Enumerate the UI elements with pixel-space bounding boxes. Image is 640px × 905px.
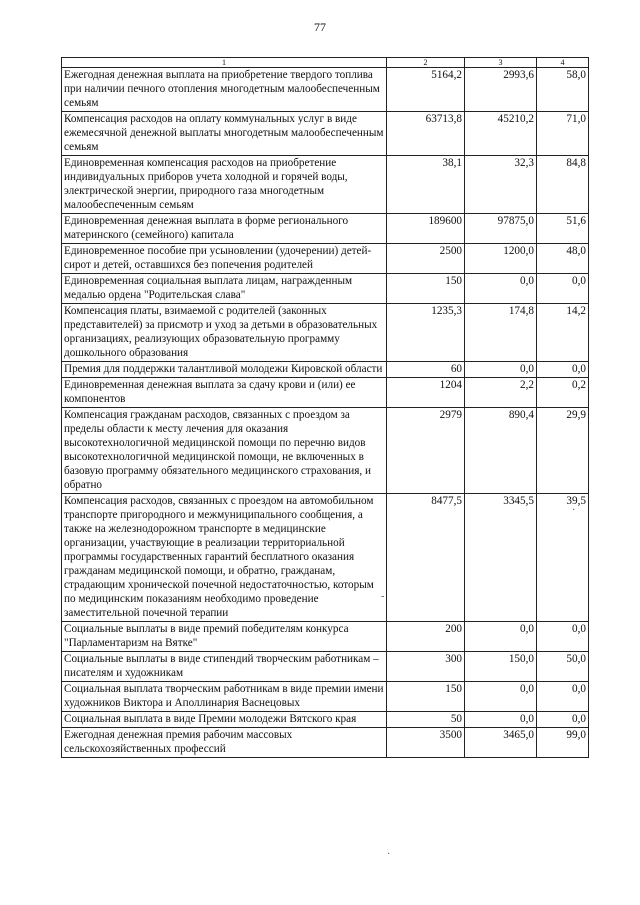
row-actual-value: 97875,0 bbox=[465, 214, 537, 244]
table-row bbox=[62, 214, 589, 244]
row-actual-value: 0,0 bbox=[465, 682, 537, 712]
row-percent-value: 99,0 bbox=[537, 728, 589, 758]
row-description: Компенсация гражданам расходов, связанных с проездом за пределы области к месту лечения для оказания высокотехнологичной медицинской помощи по перечню видов высокотехнологичной медицинской помощи, не включенных в базовую программу обязательного медицинского страхования, и обратно bbox=[62, 408, 387, 494]
table-row bbox=[62, 622, 589, 652]
header-col-1: 1 bbox=[62, 58, 387, 68]
row-actual-value: 890,4 bbox=[465, 408, 537, 494]
row-actual-value: 0,0 bbox=[465, 362, 537, 378]
scan-mark: - bbox=[381, 591, 385, 602]
row-description: Компенсация расходов на оплату коммунальных услуг в виде ежемесячной денежной выплаты многодетным малообеспеченным семьям bbox=[62, 112, 387, 156]
table-row bbox=[62, 112, 589, 156]
table-body bbox=[62, 68, 589, 758]
row-description: Ежегодная денежная премия рабочим массовых сельскохозяйственных профессий bbox=[62, 728, 387, 758]
row-percent-value: 0,2 bbox=[537, 378, 589, 408]
row-description: Социальные выплаты в виде стипендий творческим работникам – писателям и художникам bbox=[62, 652, 387, 682]
header-col-2: 2 bbox=[387, 58, 465, 68]
row-actual-value: 32,3 bbox=[465, 156, 537, 214]
row-plan-value: 2979 bbox=[387, 408, 465, 494]
row-description: Социальные выплаты в виде премий победителям конкурса "Парламентаризм на Вятке" bbox=[62, 622, 387, 652]
row-percent-value: 71,0 bbox=[537, 112, 589, 156]
row-description: Социальная выплата в виде Премии молодежи Вятского края bbox=[62, 712, 387, 728]
table-row bbox=[62, 274, 589, 304]
table-row bbox=[62, 244, 589, 274]
row-plan-value: 200 bbox=[387, 622, 465, 652]
table-row bbox=[62, 652, 589, 682]
row-actual-value: 174,8 bbox=[465, 304, 537, 362]
row-plan-value: 60 bbox=[387, 362, 465, 378]
row-percent-value: 0,0 bbox=[537, 274, 589, 304]
row-description: Единовременная денежная выплата за сдачу крови и (или) ее компонентов bbox=[62, 378, 387, 408]
row-actual-value: 0,0 bbox=[465, 712, 537, 728]
row-percent-value: 84,8 bbox=[537, 156, 589, 214]
table-row bbox=[62, 728, 589, 758]
row-description: Премия для поддержки талантливой молодежи Кировской области bbox=[62, 362, 387, 378]
row-plan-value: 300 bbox=[387, 652, 465, 682]
row-percent-value: 0,0 bbox=[537, 712, 589, 728]
scan-mark: · bbox=[572, 505, 576, 516]
row-plan-value: 63713,8 bbox=[387, 112, 465, 156]
row-description: Ежегодная денежная выплата на приобретение твердого топлива при наличии печного отопления многодетным малообеспеченным семьям bbox=[62, 68, 387, 112]
table-row bbox=[62, 378, 589, 408]
budget-table bbox=[61, 57, 589, 758]
row-percent-value: 39,5 bbox=[537, 494, 589, 622]
row-percent-value: 14,2 bbox=[537, 304, 589, 362]
row-actual-value: 150,0 bbox=[465, 652, 537, 682]
row-actual-value: 2,2 bbox=[465, 378, 537, 408]
row-actual-value: 2993,6 bbox=[465, 68, 537, 112]
row-description: Единовременная компенсация расходов на приобретение индивидуальных приборов учета холодной и горячей воды, электрической энергии, природного газа многодетным малообеспеченным семьям bbox=[62, 156, 387, 214]
row-actual-value: 1200,0 bbox=[465, 244, 537, 274]
row-plan-value: 50 bbox=[387, 712, 465, 728]
row-percent-value: 0,0 bbox=[537, 622, 589, 652]
row-percent-value: 51,6 bbox=[537, 214, 589, 244]
page-number: 77 bbox=[314, 20, 326, 34]
scan-mark: · bbox=[387, 849, 391, 860]
row-percent-value: 0,0 bbox=[537, 362, 589, 378]
table-row bbox=[62, 304, 589, 362]
row-plan-value: 1204 bbox=[387, 378, 465, 408]
row-description: Единовременная социальная выплата лицам, награжденным медалью ордена "Родительская слава" bbox=[62, 274, 387, 304]
header-col-3: 3 bbox=[465, 58, 537, 68]
row-description: Единовременное пособие при усыновлении (удочерении) детей-сирот и детей, оставшихся без попечения родителей bbox=[62, 244, 387, 274]
row-percent-value: 58,0 bbox=[537, 68, 589, 112]
table-header bbox=[62, 58, 589, 68]
row-description: Единовременная денежная выплата в форме регионального материнского (семейного) капитала bbox=[62, 214, 387, 244]
table-row bbox=[62, 408, 589, 494]
row-actual-value: 3345,5 bbox=[465, 494, 537, 622]
row-plan-value: 189600 bbox=[387, 214, 465, 244]
row-plan-value: 3500 bbox=[387, 728, 465, 758]
row-percent-value: 29,9 bbox=[537, 408, 589, 494]
row-actual-value: 45210,2 bbox=[465, 112, 537, 156]
header-row bbox=[62, 58, 589, 68]
table-row bbox=[62, 682, 589, 712]
row-plan-value: 150 bbox=[387, 682, 465, 712]
row-description: Социальная выплата творческим работникам в виде премии имени художников Виктора и Аполлинария Васнецовых bbox=[62, 682, 387, 712]
row-description: Компенсация расходов, связанных с проездом на автомобильном транспорте пригородного и межмуниципального сообщения, а также на железнодорожном транспорте в медицинские организации, участвующие в реализации территориальной программы государственных гарантий бесплатного оказания гражданам медицинской помощи, и обратно, гражданам, страдающим хронической почечной недостаточностью, которым по медицинским показаниям необходимо проведение заместительной почечной терапии bbox=[62, 494, 387, 622]
row-plan-value: 2500 bbox=[387, 244, 465, 274]
row-plan-value: 1235,3 bbox=[387, 304, 465, 362]
row-actual-value: 0,0 bbox=[465, 622, 537, 652]
row-plan-value: 8477,5 bbox=[387, 494, 465, 622]
table-row bbox=[62, 494, 589, 622]
table-row bbox=[62, 362, 589, 378]
row-plan-value: 38,1 bbox=[387, 156, 465, 214]
row-plan-value: 150 bbox=[387, 274, 465, 304]
row-actual-value: 0,0 bbox=[465, 274, 537, 304]
row-actual-value: 3465,0 bbox=[465, 728, 537, 758]
table-row bbox=[62, 68, 589, 112]
row-percent-value: 50,0 bbox=[537, 652, 589, 682]
table-row bbox=[62, 156, 589, 214]
row-percent-value: 0,0 bbox=[537, 682, 589, 712]
row-description: Компенсация платы, взимаемой с родителей (законных представителей) за присмотр и уход за детьми в образовательных организациях, реализующих образовательную программу дошкольного образования bbox=[62, 304, 387, 362]
table-row bbox=[62, 712, 589, 728]
row-percent-value: 48,0 bbox=[537, 244, 589, 274]
header-col-4: 4 bbox=[537, 58, 589, 68]
row-plan-value: 5164,2 bbox=[387, 68, 465, 112]
